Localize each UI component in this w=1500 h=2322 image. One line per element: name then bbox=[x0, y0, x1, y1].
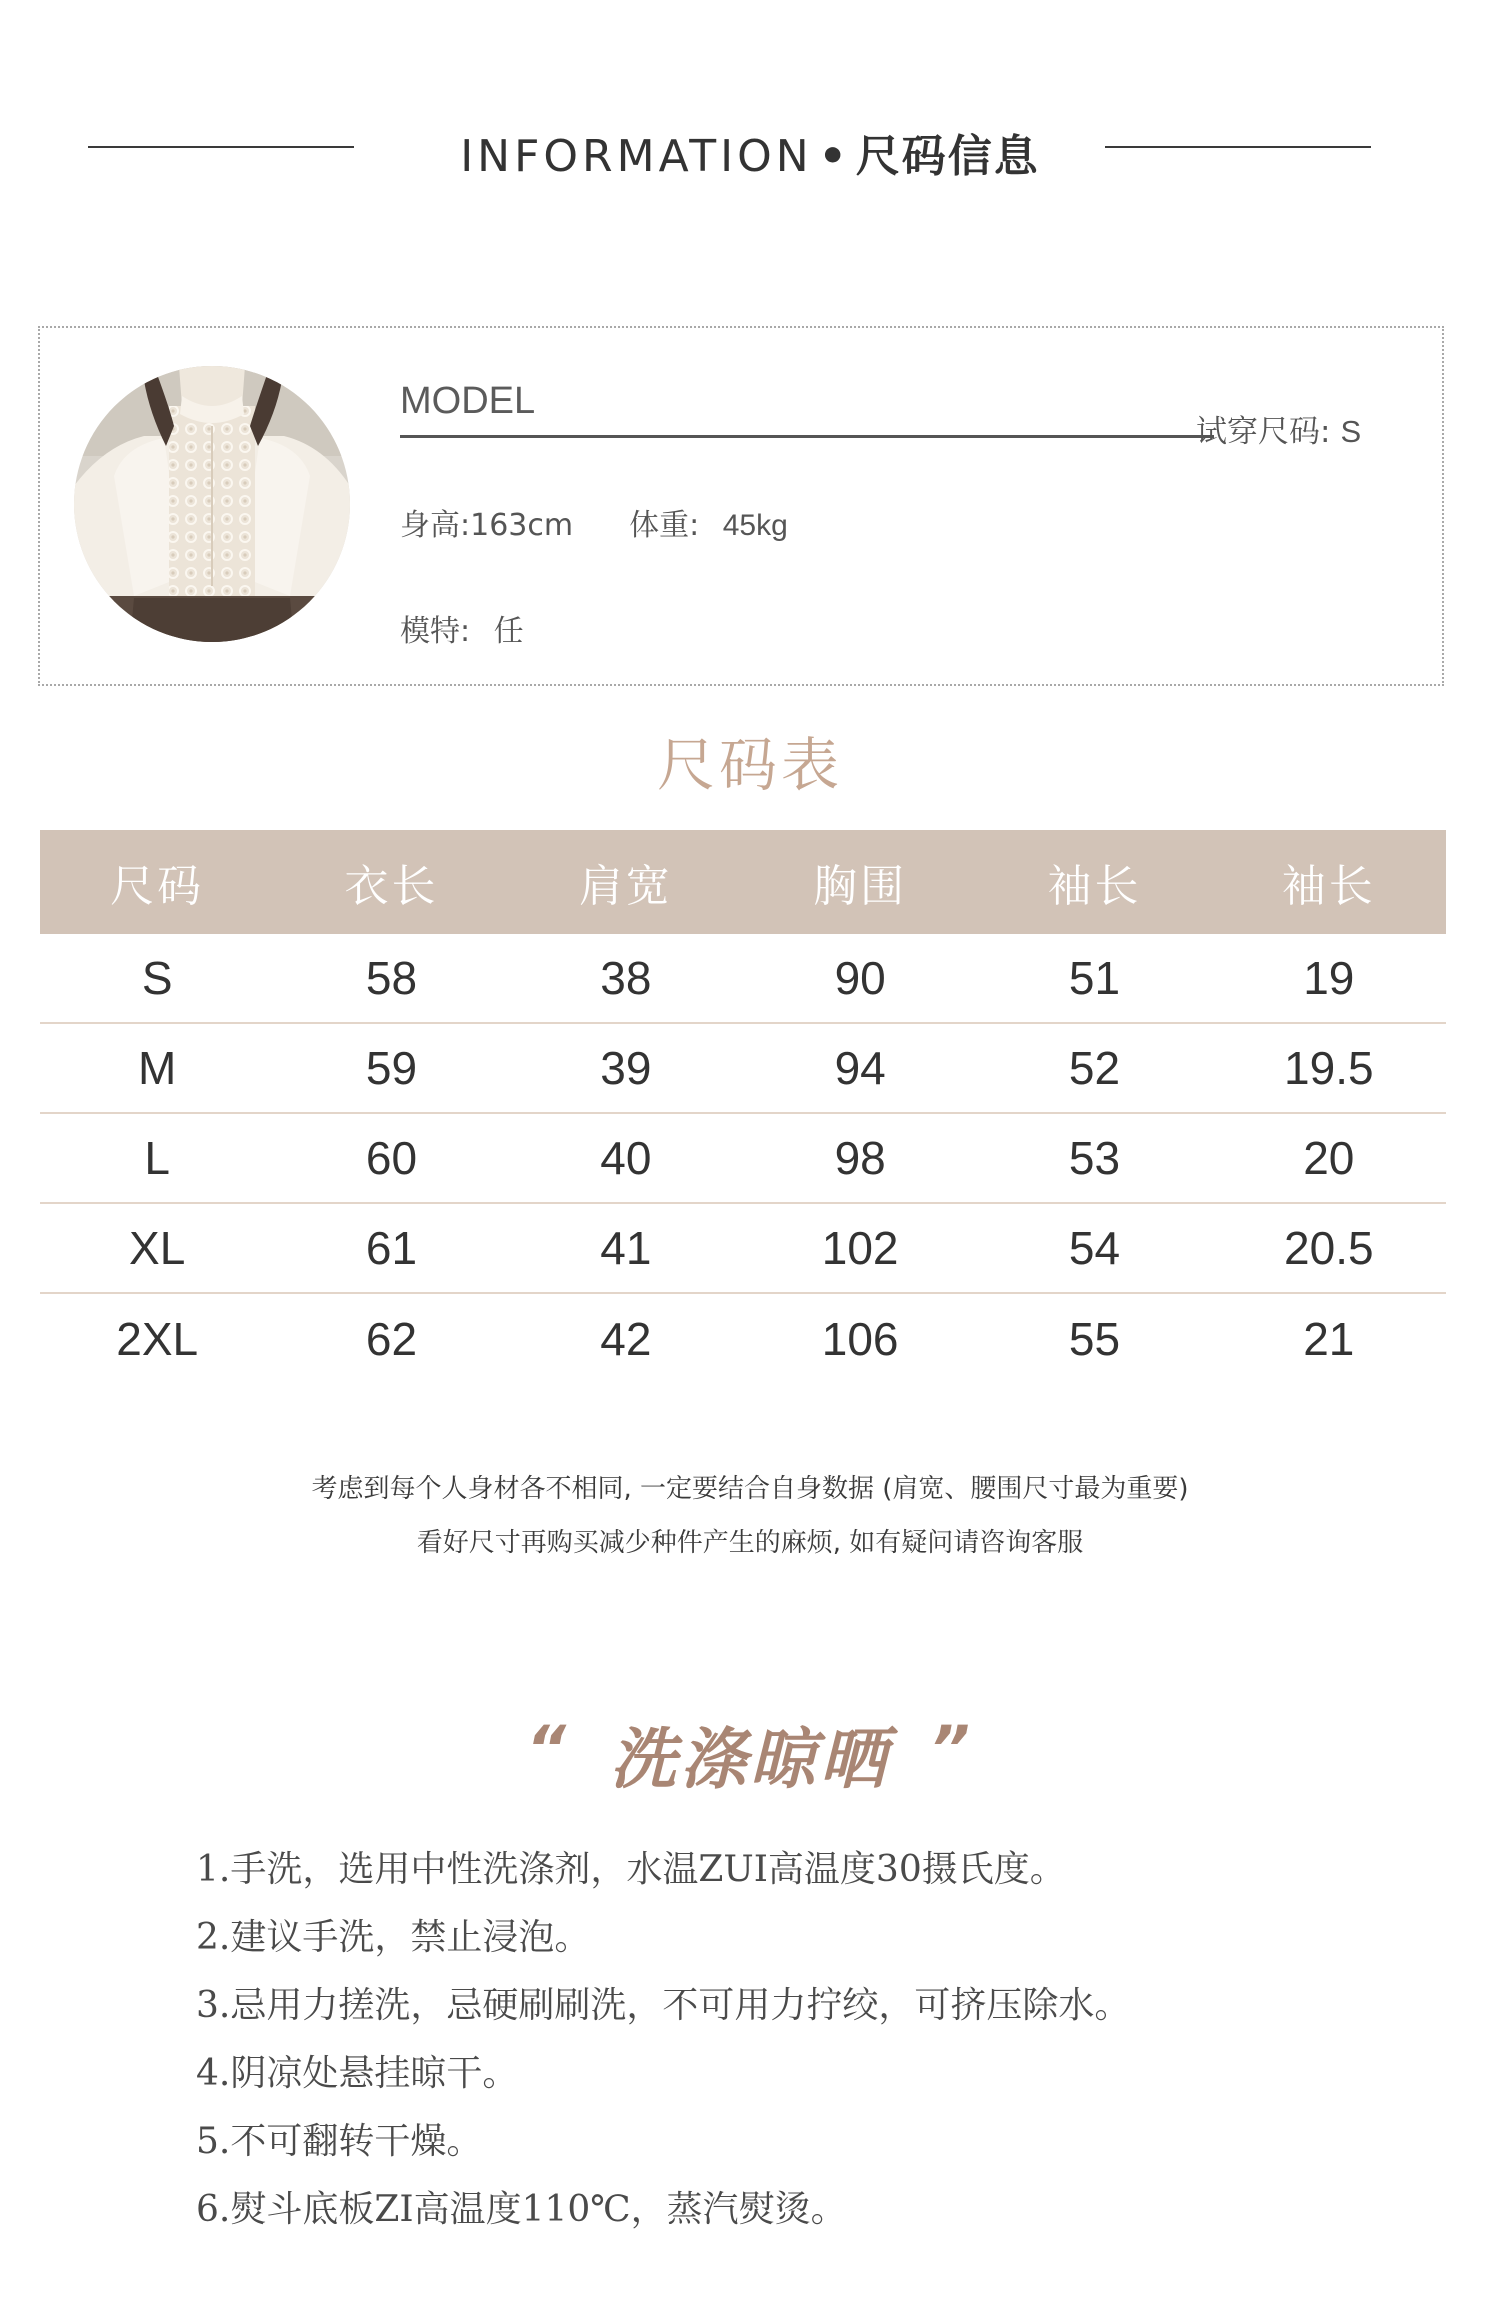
table-cell: S bbox=[141, 952, 173, 1004]
model-measurements bbox=[400, 500, 788, 544]
table-cell: 59 bbox=[365, 1042, 418, 1094]
washing-item: 6.熨斗底板ZI高温度110℃，蒸汽熨烫。 bbox=[196, 2189, 847, 2230]
fit-size-value: S bbox=[1340, 414, 1362, 449]
column-header: 肩宽 bbox=[578, 861, 673, 912]
header-rule-right bbox=[1105, 146, 1371, 148]
table-cell: 40 bbox=[600, 1132, 652, 1184]
table-row bbox=[40, 1204, 1446, 1294]
model-photo bbox=[74, 366, 350, 642]
column-header: 袖长 bbox=[1047, 861, 1142, 912]
column-header: 衣长 bbox=[344, 861, 439, 912]
model-card bbox=[38, 326, 1444, 686]
table-cell: L bbox=[144, 1132, 170, 1184]
table-cell: 19.5 bbox=[1284, 1042, 1374, 1094]
washing-item: 4.阴凉处悬挂晾干。 bbox=[196, 2053, 519, 2094]
table-cell: 54 bbox=[1068, 1222, 1121, 1274]
column-header: 袖长 bbox=[1281, 861, 1376, 912]
model-name-label: 模特: bbox=[400, 614, 471, 649]
info-header bbox=[0, 112, 1500, 182]
header-title-cn: 尺码信息 bbox=[855, 131, 1040, 182]
table-row bbox=[40, 934, 1446, 1024]
washing-item: 2.建议手洗，禁止浸泡。 bbox=[196, 1917, 591, 1958]
header-separator: • bbox=[818, 131, 850, 182]
model-underline bbox=[400, 435, 1214, 438]
column-header: 尺码 bbox=[110, 861, 205, 912]
table-cell: 62 bbox=[365, 1313, 418, 1365]
washing-item: 1.手洗，选用中性洗涤剂，水温ZUI高温度30摄氏度。 bbox=[196, 1849, 1066, 1890]
model-label: MODEL bbox=[400, 380, 536, 422]
table-cell: 51 bbox=[1068, 952, 1121, 1004]
table-cell: 61 bbox=[365, 1222, 418, 1274]
column-header: 胸围 bbox=[813, 861, 908, 912]
model-weight-value: 45kg bbox=[722, 509, 788, 542]
model-weight-label: 体重: bbox=[629, 508, 700, 543]
washing-instructions bbox=[196, 1836, 1396, 2244]
quote-close: ” bbox=[930, 1712, 974, 1785]
size-note-line: 看好尺寸再购买减少种件产生的麻烦, 如有疑问请咨询客服 bbox=[416, 1528, 1084, 1558]
size-table-header bbox=[40, 830, 1446, 934]
size-note-line: 考虑到每个人身材各不相同, 一定要结合自身数据 (肩宽、腰围尺寸最为重要) bbox=[311, 1474, 1189, 1504]
model-name-value: 任 bbox=[493, 614, 524, 649]
model-avatar bbox=[74, 366, 350, 642]
model-height: 身高:163cm bbox=[400, 508, 574, 543]
table-cell: 39 bbox=[600, 1042, 652, 1094]
model-name bbox=[400, 606, 524, 650]
header-title-en: INFORMATION bbox=[460, 131, 813, 182]
table-cell: 106 bbox=[821, 1313, 899, 1365]
table-cell: 94 bbox=[834, 1042, 886, 1094]
table-row bbox=[40, 1024, 1446, 1114]
washing-item: 5.不可翻转干燥。 bbox=[196, 2121, 483, 2162]
table-cell: 53 bbox=[1068, 1132, 1121, 1184]
table-cell: 2XL bbox=[116, 1313, 199, 1365]
table-cell: 55 bbox=[1068, 1313, 1121, 1365]
quote-open: “ bbox=[526, 1712, 570, 1785]
washing-title bbox=[0, 1706, 1500, 1801]
size-table bbox=[40, 830, 1446, 1384]
table-cell: M bbox=[138, 1042, 177, 1094]
washing-title-text: 洗涤晾晒 bbox=[610, 1721, 890, 1798]
size-notes bbox=[0, 1462, 1500, 1570]
table-cell: 21 bbox=[1303, 1313, 1355, 1365]
table-cell: 58 bbox=[365, 952, 418, 1004]
table-cell: 19 bbox=[1303, 952, 1355, 1004]
washing-item: 3.忌用力搓洗，忌硬刷刷洗，不可用力拧绞，可挤压除水。 bbox=[196, 1985, 1131, 2026]
size-chart-title: 尺码表 bbox=[656, 731, 843, 799]
table-cell: 20.5 bbox=[1284, 1222, 1374, 1274]
table-cell: 52 bbox=[1068, 1042, 1121, 1094]
header-title bbox=[0, 120, 1500, 184]
table-cell: 20 bbox=[1303, 1132, 1355, 1184]
table-cell: 60 bbox=[365, 1132, 418, 1184]
table-row bbox=[40, 1114, 1446, 1204]
table-row bbox=[40, 1294, 1446, 1384]
table-cell: 42 bbox=[600, 1313, 652, 1365]
table-cell: XL bbox=[129, 1222, 186, 1274]
fit-size bbox=[1196, 406, 1361, 451]
table-cell: 41 bbox=[600, 1222, 652, 1274]
fit-size-label: 试穿尺码: bbox=[1196, 414, 1331, 450]
table-cell: 90 bbox=[834, 952, 886, 1004]
table-cell: 38 bbox=[600, 952, 652, 1004]
table-cell: 98 bbox=[834, 1132, 886, 1184]
table-cell: 102 bbox=[821, 1222, 899, 1274]
